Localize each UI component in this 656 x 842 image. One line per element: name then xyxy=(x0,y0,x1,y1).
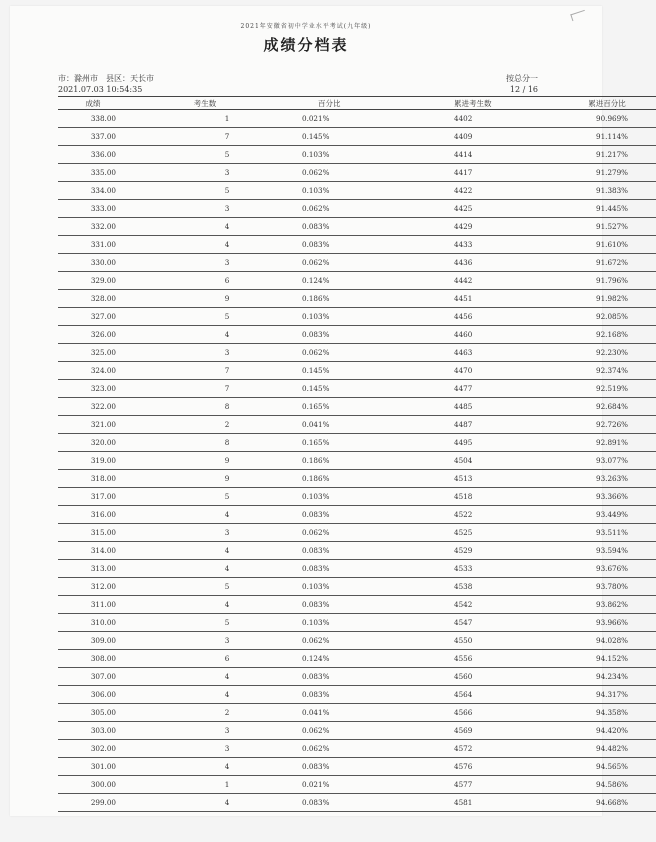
table-row xyxy=(58,668,656,686)
cell-cumulative-percent: 94.028% xyxy=(558,632,656,650)
cell-cumulative-percent: 94.668% xyxy=(558,794,656,812)
cell-count: 3 xyxy=(128,164,282,182)
table-row xyxy=(58,506,656,524)
cell-score: 329.00 xyxy=(58,272,128,290)
cell-count: 8 xyxy=(128,434,282,452)
cell-score: 318.00 xyxy=(58,470,128,488)
cell-percent: 0.083% xyxy=(282,596,430,614)
header-cumulative-count: 累进考生数 xyxy=(430,97,558,110)
cell-score: 322.00 xyxy=(58,398,128,416)
cell-count: 9 xyxy=(128,290,282,308)
cell-score: 323.00 xyxy=(58,380,128,398)
table-row xyxy=(58,560,656,578)
cell-score: 337.00 xyxy=(58,128,128,146)
cell-cumulative-count: 4422 xyxy=(430,182,558,200)
cell-score: 305.00 xyxy=(58,704,128,722)
table-row xyxy=(58,776,656,794)
exam-title: 2021年安徽省初中学业水平考试(九年级) xyxy=(240,23,372,30)
cell-score: 301.00 xyxy=(58,758,128,776)
cell-count: 4 xyxy=(128,560,282,578)
cell-score: 317.00 xyxy=(58,488,128,506)
table-row xyxy=(58,686,656,704)
cell-cumulative-count: 4463 xyxy=(430,344,558,362)
cell-cumulative-percent: 93.263% xyxy=(558,470,656,488)
cell-score: 328.00 xyxy=(58,290,128,308)
cell-cumulative-percent: 93.449% xyxy=(558,506,656,524)
corner-mark xyxy=(570,10,586,21)
cell-count: 5 xyxy=(128,614,282,632)
cell-cumulative-count: 4556 xyxy=(430,650,558,668)
cell-cumulative-count: 4538 xyxy=(430,578,558,596)
table-row xyxy=(58,326,656,344)
cell-count: 1 xyxy=(128,776,282,794)
cell-score: 333.00 xyxy=(58,200,128,218)
cell-percent: 0.062% xyxy=(282,524,430,542)
header-percent: 百分比 xyxy=(282,97,430,110)
table-row xyxy=(58,164,656,182)
cell-cumulative-percent: 91.445% xyxy=(558,200,656,218)
table-row xyxy=(58,632,656,650)
cell-score: 332.00 xyxy=(58,218,128,236)
cell-count: 6 xyxy=(128,650,282,668)
cell-count: 3 xyxy=(128,344,282,362)
cell-score: 303.00 xyxy=(58,722,128,740)
location-line xyxy=(58,73,154,84)
cell-percent: 0.083% xyxy=(282,758,430,776)
table-row xyxy=(58,740,656,758)
cell-count: 7 xyxy=(128,362,282,380)
cell-cumulative-count: 4560 xyxy=(430,668,558,686)
page-title: 成绩分档表 xyxy=(263,36,349,54)
cell-score: 302.00 xyxy=(58,740,128,758)
cell-count: 3 xyxy=(128,740,282,758)
cell-count: 3 xyxy=(128,524,282,542)
cell-cumulative-percent: 91.982% xyxy=(558,290,656,308)
cell-percent: 0.103% xyxy=(282,614,430,632)
cell-cumulative-count: 4456 xyxy=(430,308,558,326)
table-row xyxy=(58,218,656,236)
header-score: 成绩 xyxy=(58,97,128,110)
table-row xyxy=(58,416,656,434)
cell-percent: 0.062% xyxy=(282,632,430,650)
cell-count: 4 xyxy=(128,668,282,686)
cell-score: 313.00 xyxy=(58,560,128,578)
table-row xyxy=(58,146,656,164)
cell-count: 1 xyxy=(128,110,282,128)
cell-score: 334.00 xyxy=(58,182,128,200)
cell-percent: 0.103% xyxy=(282,308,430,326)
cell-cumulative-count: 4504 xyxy=(430,452,558,470)
cell-percent: 0.083% xyxy=(282,686,430,704)
cell-score: 306.00 xyxy=(58,686,128,704)
cell-cumulative-count: 4429 xyxy=(430,218,558,236)
cell-cumulative-count: 4436 xyxy=(430,254,558,272)
cell-score: 320.00 xyxy=(58,434,128,452)
table-row xyxy=(58,758,656,776)
report-sort-info xyxy=(506,73,538,95)
cell-percent: 0.145% xyxy=(282,380,430,398)
cell-count: 5 xyxy=(128,146,282,164)
cell-count: 8 xyxy=(128,398,282,416)
cell-cumulative-count: 4414 xyxy=(430,146,558,164)
cell-cumulative-percent: 92.168% xyxy=(558,326,656,344)
cell-count: 6 xyxy=(128,272,282,290)
cell-score: 327.00 xyxy=(58,308,128,326)
cell-cumulative-percent: 92.519% xyxy=(558,380,656,398)
table-row xyxy=(58,254,656,272)
table-row xyxy=(58,578,656,596)
cell-percent: 0.062% xyxy=(282,740,430,758)
table-row xyxy=(58,182,656,200)
cell-cumulative-count: 4470 xyxy=(430,362,558,380)
cell-cumulative-count: 4417 xyxy=(430,164,558,182)
cell-percent: 0.062% xyxy=(282,344,430,362)
print-datetime: 2021.07.03 10:54:35 xyxy=(58,85,143,94)
cell-count: 5 xyxy=(128,182,282,200)
cell-cumulative-count: 4409 xyxy=(430,128,558,146)
cell-score: 335.00 xyxy=(58,164,128,182)
cell-cumulative-count: 4564 xyxy=(430,686,558,704)
cell-percent: 0.103% xyxy=(282,578,430,596)
cell-percent: 0.186% xyxy=(282,452,430,470)
header-cumulative-percent: 累进百分比 xyxy=(558,97,656,110)
cell-cumulative-percent: 94.152% xyxy=(558,650,656,668)
cell-count: 5 xyxy=(128,308,282,326)
cell-score: 315.00 xyxy=(58,524,128,542)
table-row xyxy=(58,434,656,452)
cell-cumulative-percent: 94.317% xyxy=(558,686,656,704)
cell-cumulative-percent: 93.966% xyxy=(558,614,656,632)
cell-cumulative-percent: 94.586% xyxy=(558,776,656,794)
cell-count: 3 xyxy=(128,722,282,740)
cell-count: 2 xyxy=(128,416,282,434)
document-page xyxy=(10,6,628,816)
table-row xyxy=(58,398,656,416)
cell-cumulative-percent: 91.672% xyxy=(558,254,656,272)
cell-cumulative-percent: 93.862% xyxy=(558,596,656,614)
cell-score: 331.00 xyxy=(58,236,128,254)
cell-score: 311.00 xyxy=(58,596,128,614)
table-row xyxy=(58,236,656,254)
cell-cumulative-count: 4460 xyxy=(430,326,558,344)
table-row xyxy=(58,272,656,290)
cell-percent: 0.062% xyxy=(282,200,430,218)
cell-percent: 0.165% xyxy=(282,398,430,416)
table-row xyxy=(58,344,656,362)
cell-cumulative-percent: 91.114% xyxy=(558,128,656,146)
cell-cumulative-percent: 92.684% xyxy=(558,398,656,416)
cell-percent: 0.041% xyxy=(282,704,430,722)
cell-cumulative-percent: 91.279% xyxy=(558,164,656,182)
cell-cumulative-percent: 94.420% xyxy=(558,722,656,740)
cell-count: 3 xyxy=(128,200,282,218)
cell-percent: 0.083% xyxy=(282,668,430,686)
cell-cumulative-percent: 92.085% xyxy=(558,308,656,326)
cell-count: 4 xyxy=(128,506,282,524)
cell-score: 321.00 xyxy=(58,416,128,434)
cell-percent: 0.083% xyxy=(282,560,430,578)
cell-percent: 0.083% xyxy=(282,236,430,254)
table-row xyxy=(58,614,656,632)
cell-score: 336.00 xyxy=(58,146,128,164)
cell-cumulative-percent: 94.234% xyxy=(558,668,656,686)
cell-cumulative-percent: 91.610% xyxy=(558,236,656,254)
score-distribution-table xyxy=(58,96,656,812)
cell-cumulative-count: 4513 xyxy=(430,470,558,488)
cell-cumulative-percent: 90.969% xyxy=(558,110,656,128)
cell-count: 5 xyxy=(128,578,282,596)
cell-score: 308.00 xyxy=(58,650,128,668)
cell-score: 325.00 xyxy=(58,344,128,362)
cell-count: 2 xyxy=(128,704,282,722)
cell-count: 4 xyxy=(128,758,282,776)
cell-cumulative-count: 4425 xyxy=(430,200,558,218)
cell-percent: 0.083% xyxy=(282,218,430,236)
cell-count: 3 xyxy=(128,254,282,272)
cell-cumulative-percent: 94.358% xyxy=(558,704,656,722)
table-row xyxy=(58,596,656,614)
table-row xyxy=(58,452,656,470)
cell-count: 4 xyxy=(128,326,282,344)
cell-count: 9 xyxy=(128,452,282,470)
cell-percent: 0.083% xyxy=(282,506,430,524)
cell-score: 300.00 xyxy=(58,776,128,794)
cell-count: 4 xyxy=(128,218,282,236)
cell-percent: 0.083% xyxy=(282,542,430,560)
cell-percent: 0.186% xyxy=(282,290,430,308)
city-label: 市：滁州市 xyxy=(58,74,98,83)
cell-percent: 0.145% xyxy=(282,362,430,380)
cell-count: 4 xyxy=(128,236,282,254)
cell-score: 307.00 xyxy=(58,668,128,686)
cell-percent: 0.083% xyxy=(282,326,430,344)
cell-cumulative-percent: 92.726% xyxy=(558,416,656,434)
county-label: 县区：天长市 xyxy=(106,74,154,83)
cell-cumulative-percent: 91.796% xyxy=(558,272,656,290)
cell-cumulative-percent: 91.383% xyxy=(558,182,656,200)
cell-count: 4 xyxy=(128,596,282,614)
cell-cumulative-count: 4581 xyxy=(430,794,558,812)
cell-percent: 0.103% xyxy=(282,182,430,200)
cell-cumulative-count: 4477 xyxy=(430,380,558,398)
cell-cumulative-count: 4433 xyxy=(430,236,558,254)
cell-score: 330.00 xyxy=(58,254,128,272)
cell-cumulative-percent: 91.217% xyxy=(558,146,656,164)
cell-score: 312.00 xyxy=(58,578,128,596)
report-meta xyxy=(58,73,154,95)
table-row xyxy=(58,110,656,128)
cell-cumulative-percent: 92.374% xyxy=(558,362,656,380)
cell-percent: 0.145% xyxy=(282,128,430,146)
cell-cumulative-percent: 93.594% xyxy=(558,542,656,560)
cell-cumulative-count: 4525 xyxy=(430,524,558,542)
table-row xyxy=(58,524,656,542)
cell-percent: 0.021% xyxy=(282,110,430,128)
cell-cumulative-count: 4442 xyxy=(430,272,558,290)
table-row xyxy=(58,704,656,722)
cell-cumulative-percent: 92.230% xyxy=(558,344,656,362)
cell-count: 3 xyxy=(128,632,282,650)
cell-cumulative-count: 4542 xyxy=(430,596,558,614)
cell-cumulative-percent: 93.676% xyxy=(558,560,656,578)
table-row xyxy=(58,794,656,812)
cell-percent: 0.041% xyxy=(282,416,430,434)
cell-count: 4 xyxy=(128,686,282,704)
table-row xyxy=(58,488,656,506)
table-row xyxy=(58,470,656,488)
cell-percent: 0.103% xyxy=(282,488,430,506)
cell-score: 316.00 xyxy=(58,506,128,524)
cell-cumulative-count: 4569 xyxy=(430,722,558,740)
table-row xyxy=(58,290,656,308)
cell-cumulative-count: 4485 xyxy=(430,398,558,416)
table-row xyxy=(58,650,656,668)
cell-cumulative-percent: 92.891% xyxy=(558,434,656,452)
cell-percent: 0.021% xyxy=(282,776,430,794)
header-count: 考生数 xyxy=(128,97,282,110)
cell-cumulative-count: 4566 xyxy=(430,704,558,722)
sort-mode: 按总分一 xyxy=(506,74,538,83)
cell-percent: 0.165% xyxy=(282,434,430,452)
cell-score: 319.00 xyxy=(58,452,128,470)
cell-cumulative-count: 4495 xyxy=(430,434,558,452)
cell-percent: 0.124% xyxy=(282,272,430,290)
cell-score: 324.00 xyxy=(58,362,128,380)
table-row xyxy=(58,128,656,146)
cell-count: 4 xyxy=(128,542,282,560)
table-row xyxy=(58,722,656,740)
cell-percent: 0.186% xyxy=(282,470,430,488)
cell-cumulative-count: 4547 xyxy=(430,614,558,632)
cell-cumulative-percent: 93.780% xyxy=(558,578,656,596)
cell-percent: 0.083% xyxy=(282,794,430,812)
cell-score: 314.00 xyxy=(58,542,128,560)
cell-count: 5 xyxy=(128,488,282,506)
table-row xyxy=(58,380,656,398)
cell-cumulative-percent: 94.482% xyxy=(558,740,656,758)
table-row xyxy=(58,200,656,218)
cell-cumulative-count: 4402 xyxy=(430,110,558,128)
table-row xyxy=(58,362,656,380)
cell-score: 326.00 xyxy=(58,326,128,344)
cell-cumulative-count: 4576 xyxy=(430,758,558,776)
cell-cumulative-count: 4572 xyxy=(430,740,558,758)
cell-count: 7 xyxy=(128,380,282,398)
cell-percent: 0.062% xyxy=(282,722,430,740)
page-number: 12 / 16 xyxy=(509,85,538,94)
cell-cumulative-percent: 93.511% xyxy=(558,524,656,542)
cell-cumulative-percent: 93.077% xyxy=(558,452,656,470)
table-row xyxy=(58,542,656,560)
cell-count: 4 xyxy=(128,794,282,812)
cell-cumulative-percent: 94.565% xyxy=(558,758,656,776)
cell-cumulative-count: 4451 xyxy=(430,290,558,308)
cell-count: 9 xyxy=(128,470,282,488)
cell-count: 7 xyxy=(128,128,282,146)
cell-cumulative-count: 4518 xyxy=(430,488,558,506)
cell-score: 309.00 xyxy=(58,632,128,650)
cell-score: 310.00 xyxy=(58,614,128,632)
table-header-row xyxy=(58,97,656,110)
cell-percent: 0.062% xyxy=(282,164,430,182)
cell-cumulative-count: 4522 xyxy=(430,506,558,524)
cell-cumulative-percent: 93.366% xyxy=(558,488,656,506)
cell-cumulative-count: 4577 xyxy=(430,776,558,794)
cell-percent: 0.124% xyxy=(282,650,430,668)
cell-cumulative-percent: 91.527% xyxy=(558,218,656,236)
cell-cumulative-count: 4550 xyxy=(430,632,558,650)
cell-cumulative-count: 4529 xyxy=(430,542,558,560)
cell-score: 299.00 xyxy=(58,794,128,812)
cell-cumulative-count: 4533 xyxy=(430,560,558,578)
cell-percent: 0.103% xyxy=(282,146,430,164)
cell-score: 338.00 xyxy=(58,110,128,128)
table-row xyxy=(58,308,656,326)
cell-percent: 0.062% xyxy=(282,254,430,272)
cell-cumulative-count: 4487 xyxy=(430,416,558,434)
